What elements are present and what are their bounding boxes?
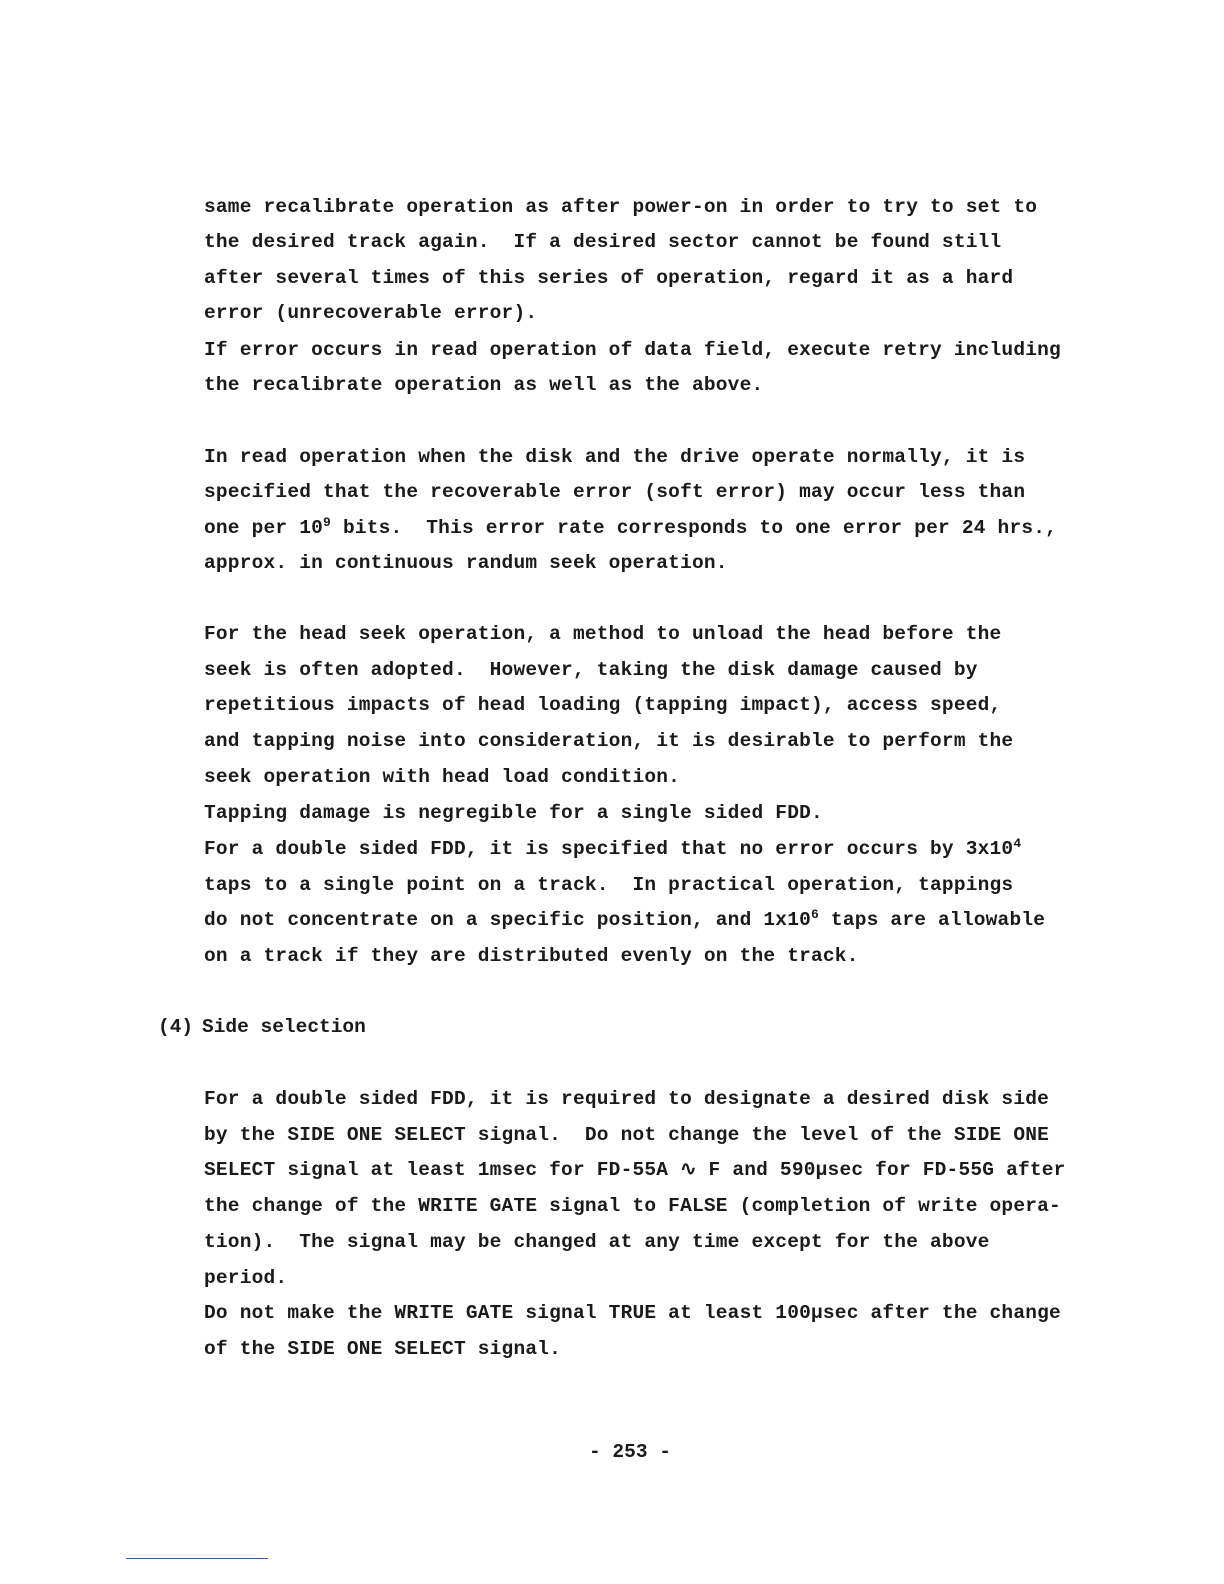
text-line: error (unrecoverable error). xyxy=(204,302,538,324)
section-title: Side selection xyxy=(202,1016,366,1038)
superscript-exponent: 4 xyxy=(1013,836,1022,851)
superscript-exponent: 6 xyxy=(811,907,820,922)
text-line: the desired track again. If a desired sector cannot be found still xyxy=(204,231,1002,253)
text-line: tion). The signal may be changed at any time except for the above xyxy=(204,1231,990,1253)
text-line: For a double sided FDD, it is required to designate a desired disk side xyxy=(204,1088,1050,1110)
superscript-exponent: 9 xyxy=(323,515,332,530)
text-line: period. xyxy=(204,1267,288,1289)
text-line: Do not make the WRITE GATE signal TRUE at least 100μsec after the change xyxy=(204,1302,1061,1324)
text-line: approx. in continuous randum seek operation. xyxy=(204,552,728,574)
text-line: taps to a single point on a track. In practical operation, tappings xyxy=(204,874,1014,896)
text-line: and tapping noise into consideration, it is desirable to perform the xyxy=(204,730,1014,752)
text-line: repetitious impacts of head loading (tapping impact), access speed, xyxy=(204,694,1002,716)
text-line xyxy=(204,908,1045,932)
text-line: specified that the recoverable error (soft error) may occur less than xyxy=(204,481,1026,503)
text-line: For the head seek operation, a method to unload the head before the xyxy=(204,623,1002,645)
text-line: In read operation when the disk and the drive operate normally, it is xyxy=(204,446,1026,468)
text-fragment: do not concentrate on a specific position, and 1x10 xyxy=(204,909,811,931)
text-line: of the SIDE ONE SELECT signal. xyxy=(204,1338,562,1360)
text-line: by the SIDE ONE SELECT signal. Do not change the level of the SIDE ONE xyxy=(204,1124,1050,1146)
text-fragment: one per 10 xyxy=(204,517,324,539)
text-line: seek operation with head load condition. xyxy=(204,766,681,788)
footer-divider xyxy=(126,1558,268,1559)
page-number: - 253 - xyxy=(589,1441,671,1463)
text-line: same recalibrate operation as after power-on in order to try to set to xyxy=(204,196,1038,218)
text-line: Tapping damage is negregible for a single sided FDD. xyxy=(204,802,823,824)
text-line: on a track if they are distributed evenly on the track. xyxy=(204,945,859,967)
text-fragment: taps are allowable xyxy=(819,909,1046,931)
section-number: (4) xyxy=(158,1016,194,1038)
text-line xyxy=(204,516,1057,540)
text-line: If error occurs in read operation of data field, execute retry including xyxy=(204,339,1061,361)
text-line: after several times of this series of operation, regard it as a hard xyxy=(204,267,1014,289)
text-line: SELECT signal at least 1msec for FD-55A ∿ F and 590μsec for FD-55G after xyxy=(204,1159,1066,1181)
text-line: the recalibrate operation as well as the above. xyxy=(204,374,764,396)
text-line xyxy=(204,837,1021,861)
text-line: seek is often adopted. However, taking the disk damage caused by xyxy=(204,659,978,681)
text-line: the change of the WRITE GATE signal to FALSE (completion of write opera- xyxy=(204,1195,1061,1217)
text-fragment: For a double sided FDD, it is specified that no error occurs by 3x10 xyxy=(204,838,1014,860)
text-fragment: bits. This error rate corresponds to one error per 24 hrs., xyxy=(331,517,1058,539)
